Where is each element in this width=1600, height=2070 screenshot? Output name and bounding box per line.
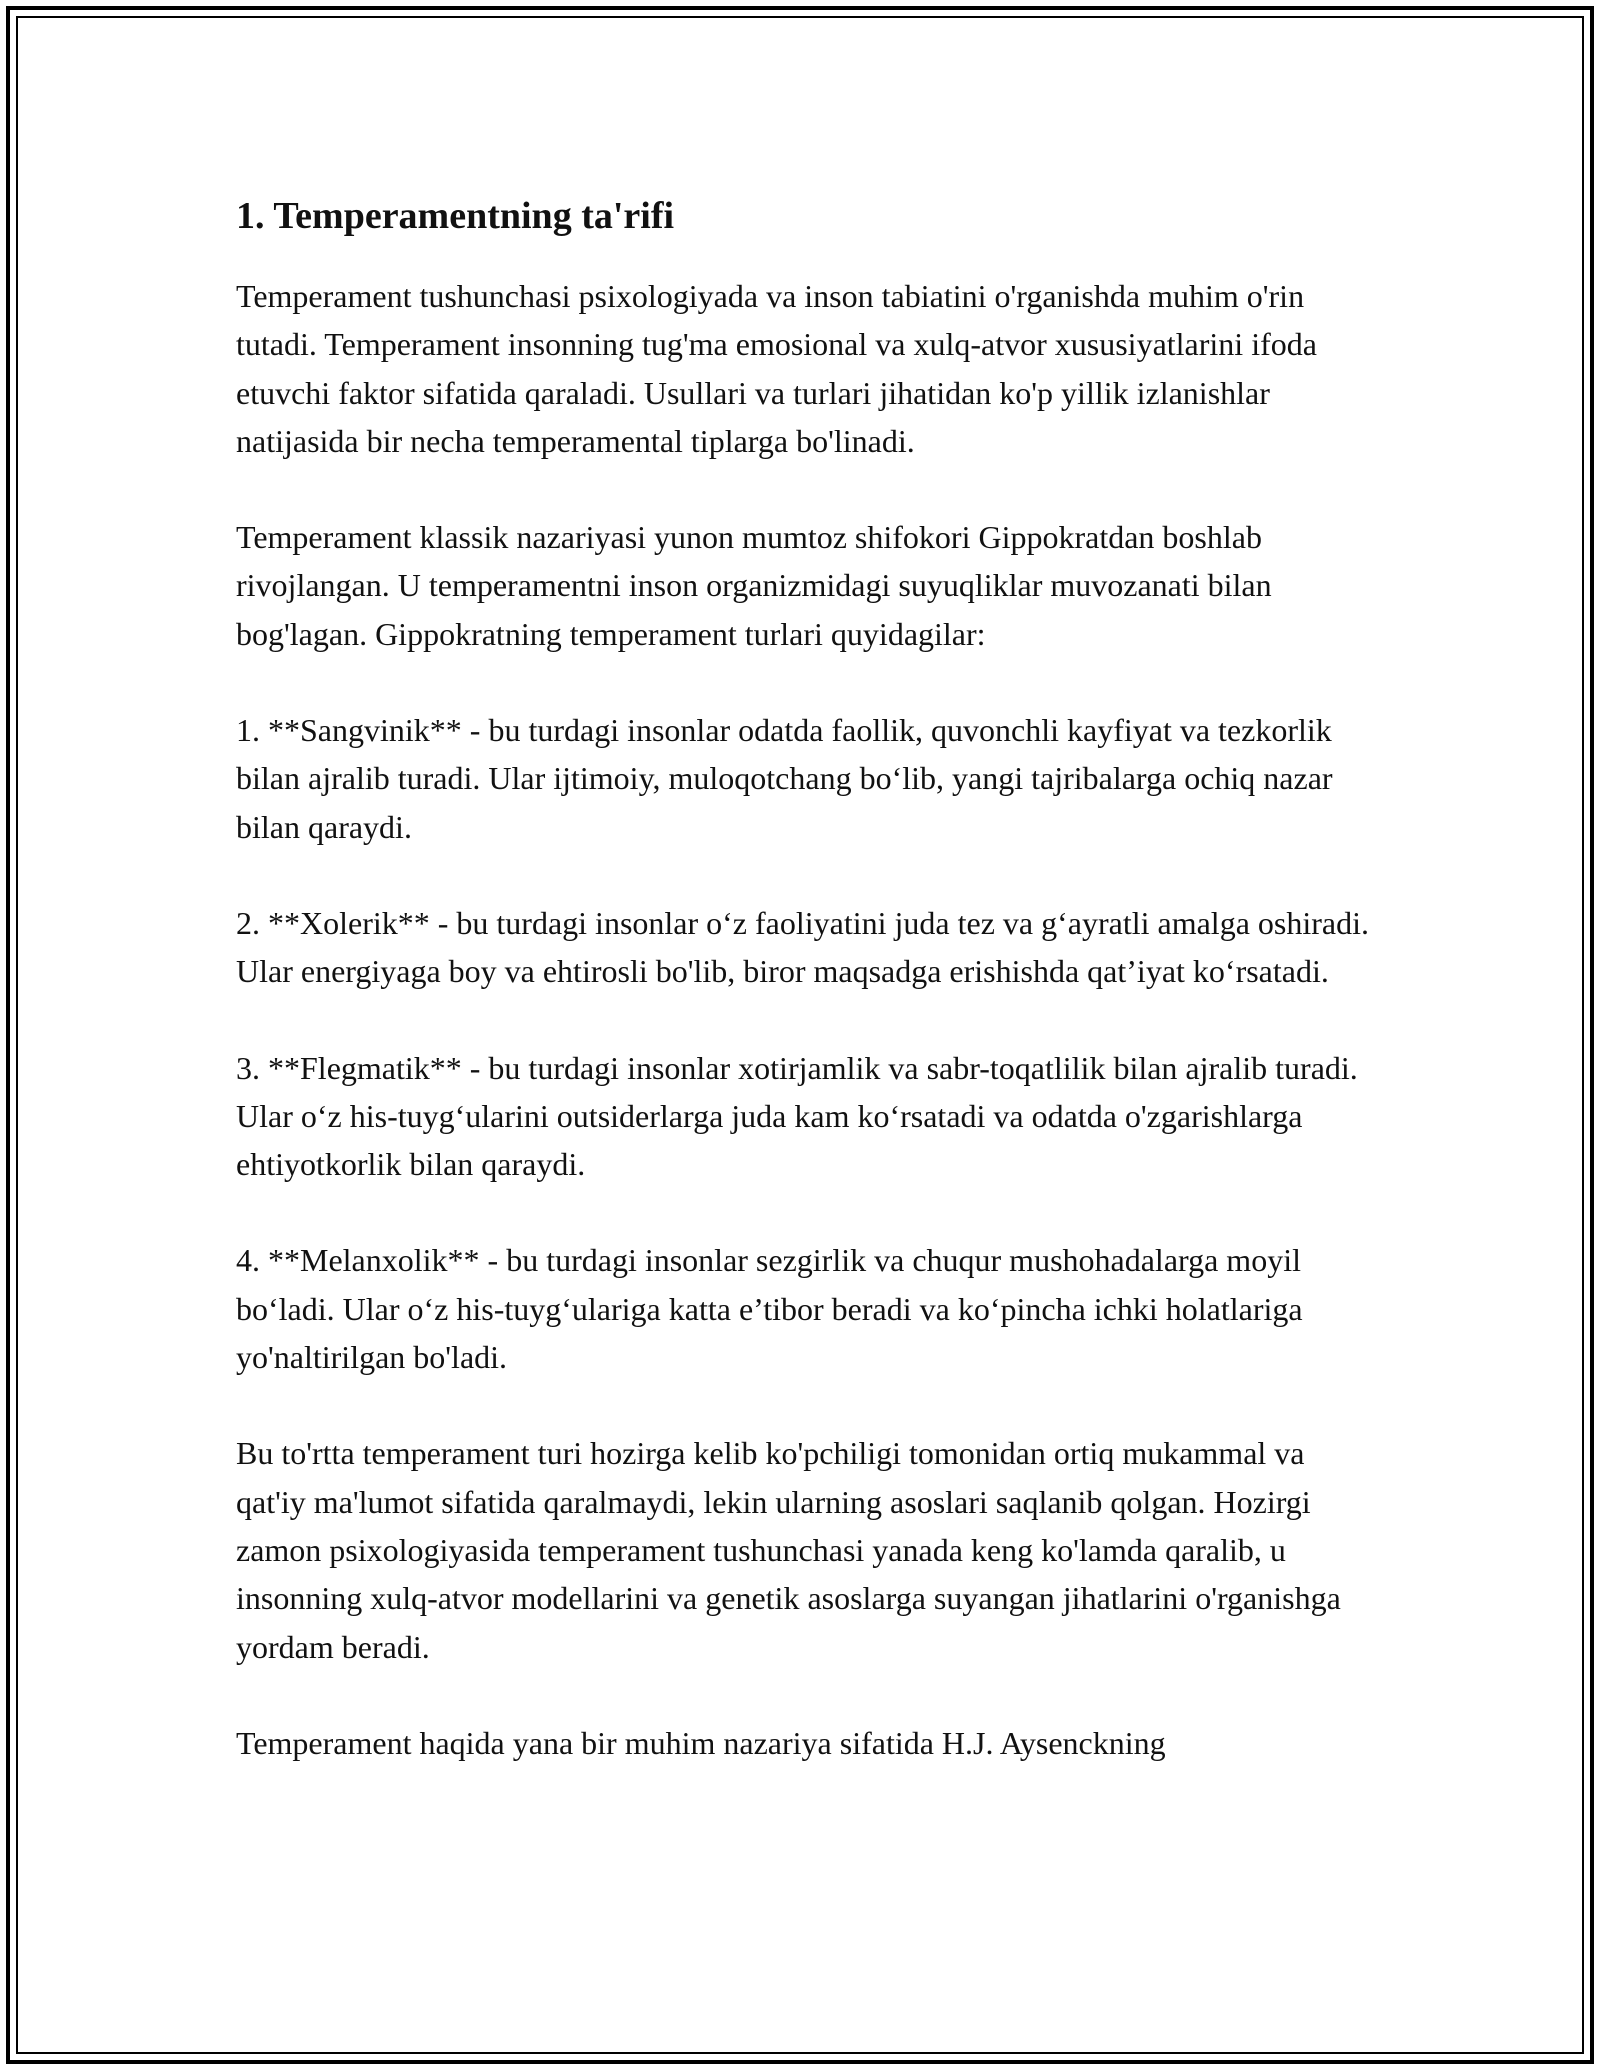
paragraph-flegmatik: 3. **Flegmatik** - bu turdagi insonlar xotirjamlik va sabr-toqatlilik bilan ajralib turadi. Ular o‘z his-tuyg‘ularini outsiderlarga juda kam ko‘rsatadi va odatda o'zgarishlarga ehtiyotkorlik bilan qaraydi. [236, 1049, 1358, 1183]
paragraph-melanxolik: 4. **Melanxolik** - bu turdagi insonlar sezgirlik va chuqur mushohadalarga moyil bo‘ladi. Ular o‘z his-tuyg‘ulariga katta e’tibor beradi va ko‘pincha ichki holatlariga yo'naltirilgan bo'ladi. [236, 1242, 1303, 1376]
document-page [236, 186, 1376, 1767]
paragraph-modern-view: Bu to'rtta temperament turi hozirga kelib ko'pchiligi tomonidan ortiq mukammal va qat'iy ma'lumot sifatida qaralmaydi, lekin ularning asoslari saqlanib qolgan. Hozirgi zamon psixologiyasida temperament tushunchasi yanada keng ko'lamda qaralib, u insonning xulq-atvor modellarini va genetik asoslarga suyangan jihatlarini o'rganishga yordam beradi. [236, 1435, 1341, 1665]
paragraph-intro: Temperament tushunchasi psixologiyada va inson tabiatini o'rganishda muhim o'rin tutadi. Temperament insonning tug'ma emosional va xulq-atvor xususiyatlarini ifoda etuvchi faktor sifatida qaraladi. Usullari va turlari jihatidan ko'p yillik izlanishlar natijasida bir necha temperamental tiplarga bo'linadi. [236, 278, 1317, 459]
paragraph-aysenck: Temperament haqida yana bir muhim nazariya sifatida H.J. Aysenckning [236, 1724, 1166, 1761]
section-heading: 1. Temperamentning ta'rifi [236, 195, 675, 237]
paragraph-xolerik: 2. **Xolerik** - bu turdagi insonlar o‘z faoliyatini juda tez va g‘ayratli amalga oshiradi. Ular energiyaga boy va ehtirosli bo'lib, biror maqsadga erishishda qat’iyat ko‘rsatadi. [236, 904, 1369, 990]
paragraph-sangvinik: 1. **Sangvinik** - bu turdagi insonlar odatda faollik, quvonchli kayfiyat va tezkorlik bilan ajralib turadi. Ular ijtimoiy, muloqotchang bo‘lib, yangi tajribalarga ochiq nazar bilan qaraydi. [236, 712, 1333, 845]
paragraph-classic-theory: Temperament klassik nazariyasi yunon mumtoz shifokori Gippokratdan boshlab rivojlangan. U temperamentni inson organizmidagi suyuqliklar muvozanati bilan bog'lagan. Gippokratning temperament turlari quyidagilar: [236, 519, 1272, 652]
